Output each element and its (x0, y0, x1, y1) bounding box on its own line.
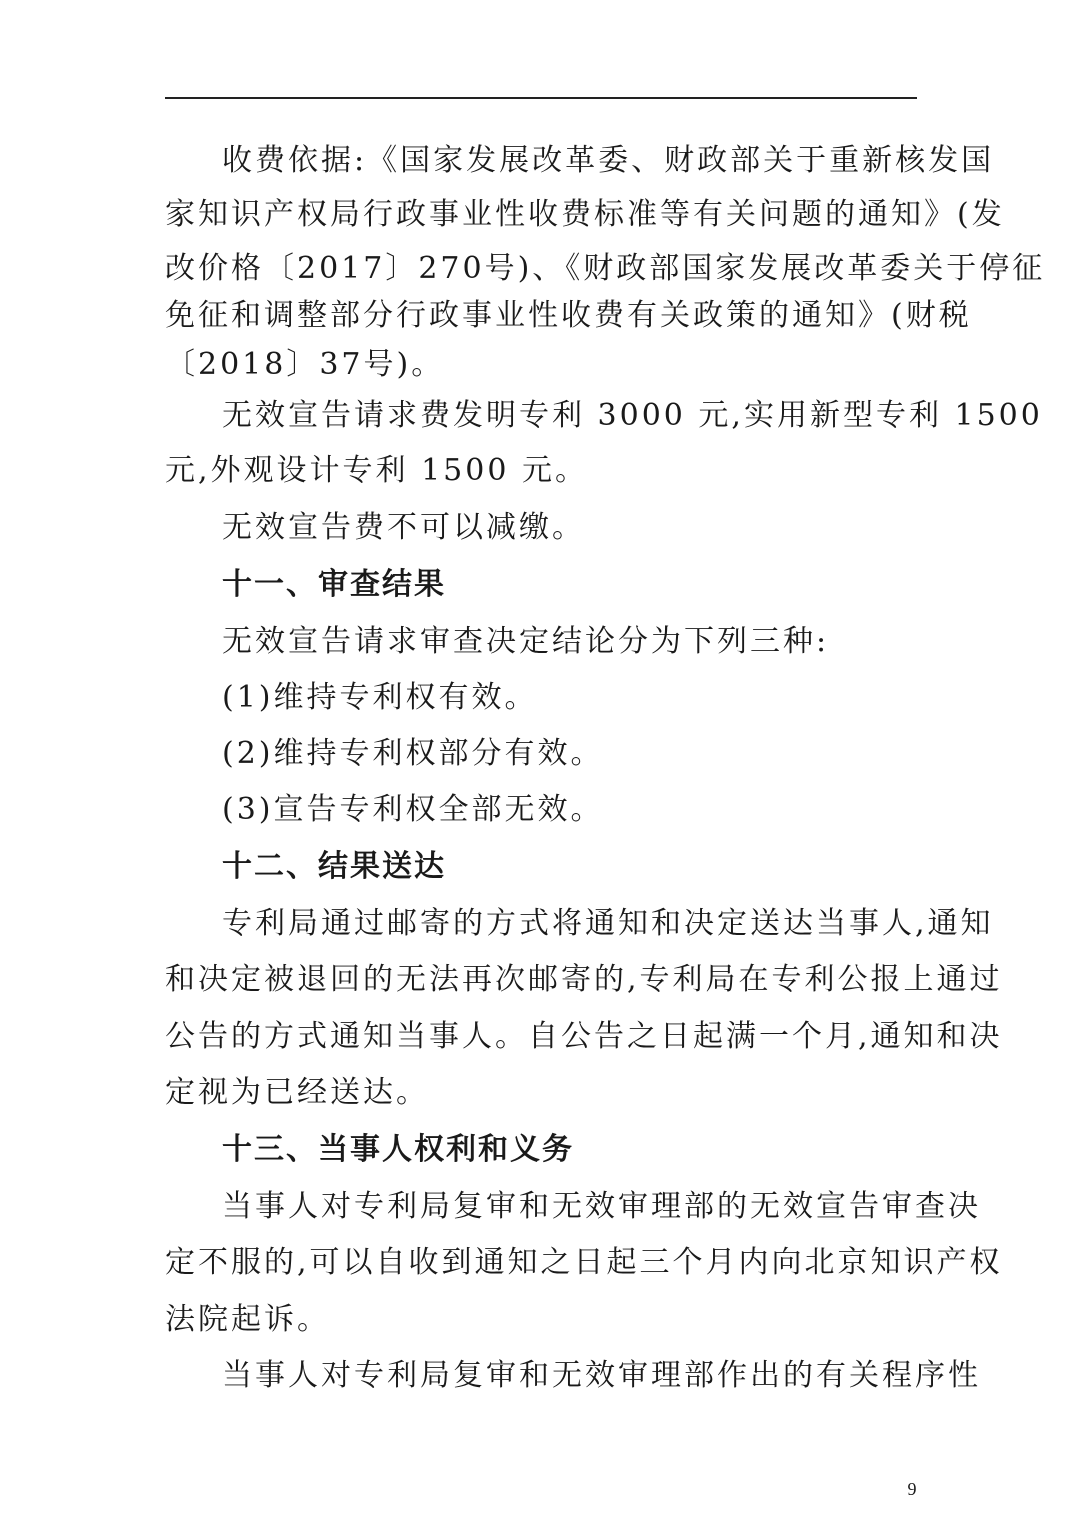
fee-amount-line-1: 无效宣告请求费发明专利 3000 元,实用新型专利 1500 (222, 398, 1043, 433)
fee-basis-line-5: 〔2018〕37号)。 (165, 347, 445, 382)
section-heading-11: 十一、审查结果 (222, 567, 446, 602)
rights-line-4: 当事人对专利局复审和无效审理部作出的有关程序性 (222, 1358, 981, 1393)
review-result-item-2: (2)维持专利权部分有效。 (222, 736, 604, 771)
fee-basis-line-1: 收费依据:《国家发展改革委、财政部关于重新核发国 (222, 143, 995, 178)
review-result-intro: 无效宣告请求审查决定结论分为下列三种: (222, 624, 830, 659)
delivery-line-4: 定视为已经送达。 (165, 1075, 429, 1110)
header-rule (165, 97, 917, 99)
delivery-line-3: 公告的方式通知当事人。自公告之日起满一个月,通知和决 (165, 1019, 1003, 1054)
rights-line-3: 法院起诉。 (165, 1302, 330, 1337)
page-number: 9 (907, 1479, 917, 1499)
fee-basis-line-2: 家知识产权局行政事业性收费标准等有关问题的通知》(发 (165, 197, 1005, 232)
section-heading-12: 十二、结果送达 (222, 849, 446, 884)
rights-line-2: 定不服的,可以自收到通知之日起三个月内向北京知识产权 (165, 1245, 1003, 1280)
fee-basis-line-4: 免征和调整部分行政事业性收费有关政策的通知》(财税 (165, 298, 972, 333)
review-result-item-1: (1)维持专利权有效。 (222, 680, 538, 715)
delivery-line-1: 专利局通过邮寄的方式将通知和决定送达当事人,通知 (222, 906, 994, 941)
section-heading-13: 十三、当事人权利和义务 (222, 1132, 574, 1167)
delivery-line-2: 和决定被退回的无法再次邮寄的,专利局在专利公报上通过 (165, 962, 1003, 997)
fee-basis-line-3: 改价格〔2017〕270号)、《财政部国家发展改革委关于停征 (165, 251, 1046, 286)
review-result-item-3: (3)宣告专利权全部无效。 (222, 792, 604, 827)
rights-line-1: 当事人对专利局复审和无效审理部的无效宣告审查决 (222, 1189, 981, 1224)
fee-amount-line-2: 元,外观设计专利 1500 元。 (165, 453, 588, 488)
fee-no-reduction: 无效宣告费不可以减缴。 (222, 510, 585, 545)
